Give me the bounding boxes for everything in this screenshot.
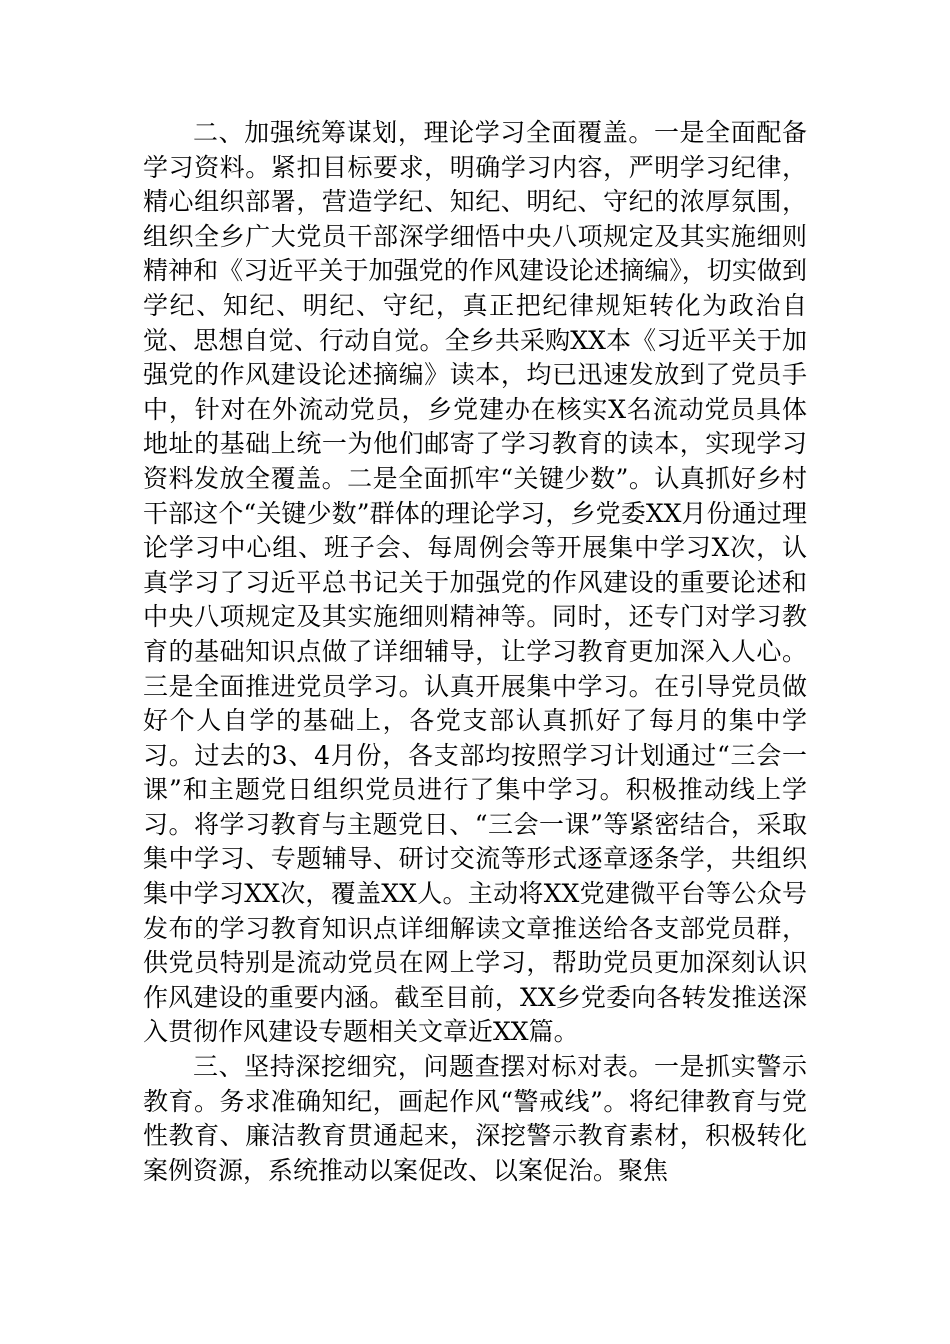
paragraph-2: 二、加强统筹谋划，理论学习全面覆盖。一是全面配备学习资料。紧扣目标要求，明确学习内容，严明学习纪律，精心组织部署，营造学纪、知纪、明纪、守纪的浓厚氛围，组织全乡广大党员干部深学细悟中央八项规定及其实施细则精神和《习近平关于加强党的作风建设论述摘编》，切实做到学纪、知纪、明纪、守纪，真正把纪律规矩转化为政治自觉、思想自觉、行动自觉。全乡共采购XX本《习近平关于加强党的作风建设论述摘编》读本，均已迅速发放到了党员手中，针对在外流动党员，乡党建办在核实X名流动党员具体地址的基础上统一为他们邮寄了学习教育的读本，实现学习资料发放全覆盖。二是全面抓牢“关键少数”。认真抓好乡村干部这个“关键少数”群体的理论学习，乡党委XX月份通过理论学习中心组、班子会、每周例会等开展集中学习X次，认真学习了习近平总书记关于加强党的作风建设的重要论述和中央八项规定及其实施细则精神等。同时，还专门对学习教育的基础知识点做了详细辅导，让学习教育更加深入人心。三是全面推进党员学习。认真开展集中学习。在引导党员做好个人自学的基础上，各党支部认真抓好了每月的集中学习。过去的3、4月份，各支部均按照学习计划通过“三会一课”和主题党日组织党员进行了集中学习。积极推动线上学习。将学习教育与主题党日、“三会一课”等紧密结合，采取集中学习、专题辅导、研讨交流等形式逐章逐条学，共组织集中学习XX次，覆盖XX人。主动将XX党建微平台等公众号发布的学习教育知识点详细解读文章推送给各支部党员群，供党员特别是流动党员在网上学习，帮助党员更加深刻认识作风建设的重要内涵。截至目前，XX乡党委向各转发推送深入贯彻作风建设专题相关文章近XX篇。 [143,118,807,1047]
paragraph-3: 三、坚持深挖细究，问题查摆对标对表。一是抓实警示教育。务求准确知纪，画起作风“警戒线”。将纪律教育与党性教育、廉洁教育贯通起来，深挖警示教育素材，积极转化案例资源，系统推动以案促改、以案促治。聚焦 [143,1052,807,1185]
document-body [143,116,807,1188]
